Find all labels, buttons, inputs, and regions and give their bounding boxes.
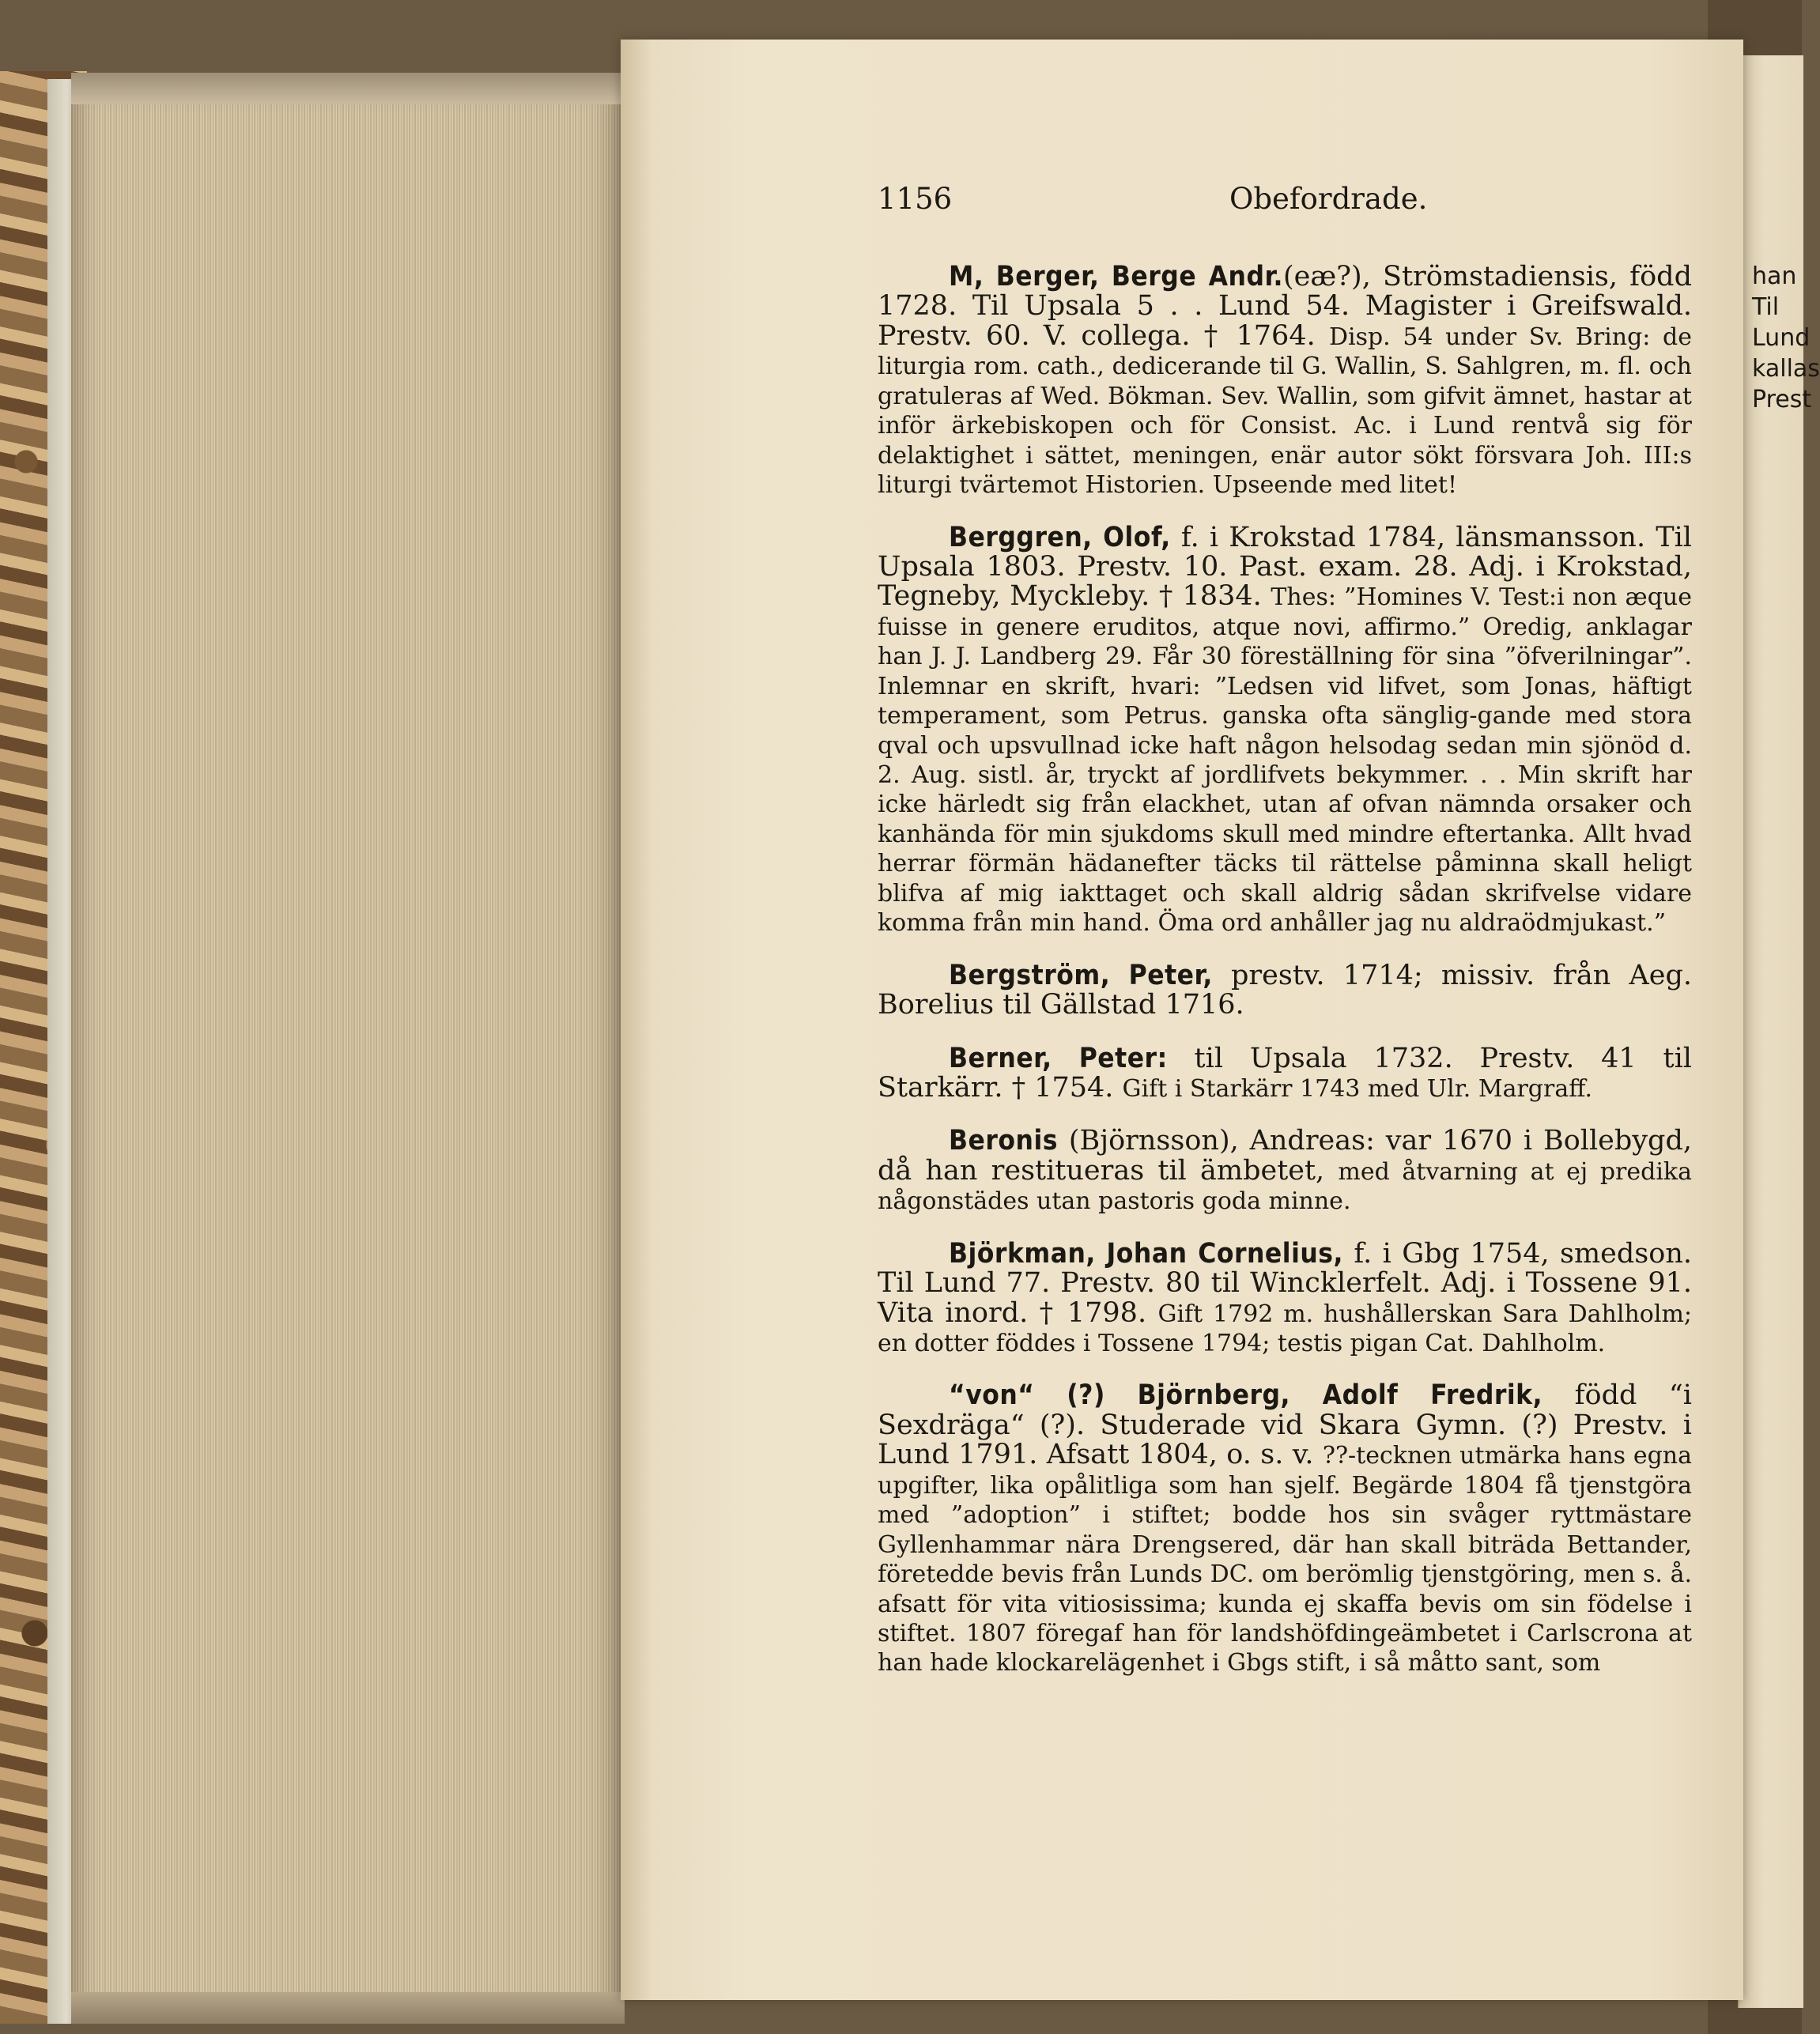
page-text (878, 183, 1692, 1701)
page-number: 1156 (878, 182, 953, 216)
next-page-fragments: han Til Lund kallas Prest (1752, 262, 1820, 413)
entry-berggren: Berggren, Olof, f. i Krokstad 1784, länsmansson. Til Upsala 1803. Prestv. 10. Past. exam. 28. Adj. i Krokstad, Tegneby, Myckleby. † 1834. Thes: ”Homines V. Test:i non æque fuisse in genere eruditos, atque novi, affirmo.” Oredig, anklagar han J. J. Landberg 29. Får 30 föreställning för sina ”öfverilningar”. Inlemnar en skrift, hvari: ”Ledsen vid lifvet, som Jonas, häftigt temperament, som Petrus. ganska ofta sänglig-gande med stora qval och upsvullnad icke haft någon helsodag sedan min sjönöd d. 2. Aug. sistl. år, tryckt af jordlifvets bekymmer. . . Min skrift har icke härledt sig från elackhet, utan af ofvan nämnda orsaker och kanhända för min sjukdoms skull med mindre eftertanka. Allt hvad herrar förmän hädanefter täcks til rättelse påminna skall heligt blifva af mig iakttaget och skall aldrig sådan skrifvelse vidare komma från min hand. Öma ord anhåller jag nu aldraödmjukast.” (878, 521, 1692, 938)
entry-bergstrom: Bergström, Peter, prestv. 1714; missiv. från Aeg. Borelius til Gällstad 1716. (878, 959, 1692, 1021)
entry-bjorkman: Björkman, Johan Cornelius, f. i Gbg 1754, smedson. Til Lund 77. Prestv. 80 til Wincklerfelt. Adj. i Tossene 91. Vita inord. † 1798. Gift 1792 m. hushållerskan Sara Dahlholm; en dotter föddes i Tossene 1794; testis pigan Cat. Dahlholm. (878, 1237, 1693, 1357)
page-stack-bottom (71, 1992, 625, 2024)
running-head (878, 183, 1692, 220)
page-stack-top (71, 73, 625, 104)
entry-bjornberg: “von“ (?) Björnberg, Adolf Fredrik, född “i Sexdräga“ (?). Studerade vid Skara Gymn. (?) Prestv. i Lund 1791. Afsatt 1804, o. s. v. ??-tecknen utmärka hans egna upgifter, lika opålitliga som han sjelf. Begärde 1804 få tjenstgöra med ”adoption” i stiftet; bodde hos sin svåger ryttmästare Gyllenhammar nära Drengsered, där han skall biträda Bettander, företedde bevis från Lunds DC. om berömlig tjenstgöring, men s. å. afsatt för vita vitiosissima; kunda ej skaffa bevis om sin födelse i stiftet. 1807 föregaf han för landshöfdingeämbetet i Carlscrona at han hade klockarelägenhet i Gbgs stift, i så måtto sant, som (878, 1379, 1692, 1677)
entry-beronis: Beronis (Björnsson), Andreas: var 1670 i Bollebygd, då han restitueras til ämbetet, med åtvarning at ej predika någonstädes utan pastoris goda minne. (878, 1125, 1692, 1216)
next-page-edge (1738, 55, 1820, 2008)
entry-berner: Berner, Peter: til Upsala 1732. Prestv. 41 til Starkärr. † 1754. Gift i Starkärr 1743 med Ulr. Margraff. (878, 1042, 1693, 1104)
running-title: Obefordrade. (1229, 182, 1428, 216)
entry-berger: M, Berger, Berge Andr.(eæ?), Strömstadiensis, född 1728. Til Upsala 5 . . Lund 54. Magister i Greifswald. Prestv. 60. V. collega. † 1764. Disp. 54 under Sv. Bring: de liturgia rom. cath., dedicerande til G. Wallin, S. Sahlgren, m. fl. och gratuleras af Wed. Bökman. Sev. Wallin, som gifvit ämnet, hastar at inför ärkebiskopen och för Consist. Ac. i Lund rentvå sig för delaktighet i sättet, meningen, enär autor sökt försvara Joh. III:s liturgi tvärtemot Historien. Upseende med litet! (878, 261, 1692, 500)
page-stack (71, 87, 625, 2016)
